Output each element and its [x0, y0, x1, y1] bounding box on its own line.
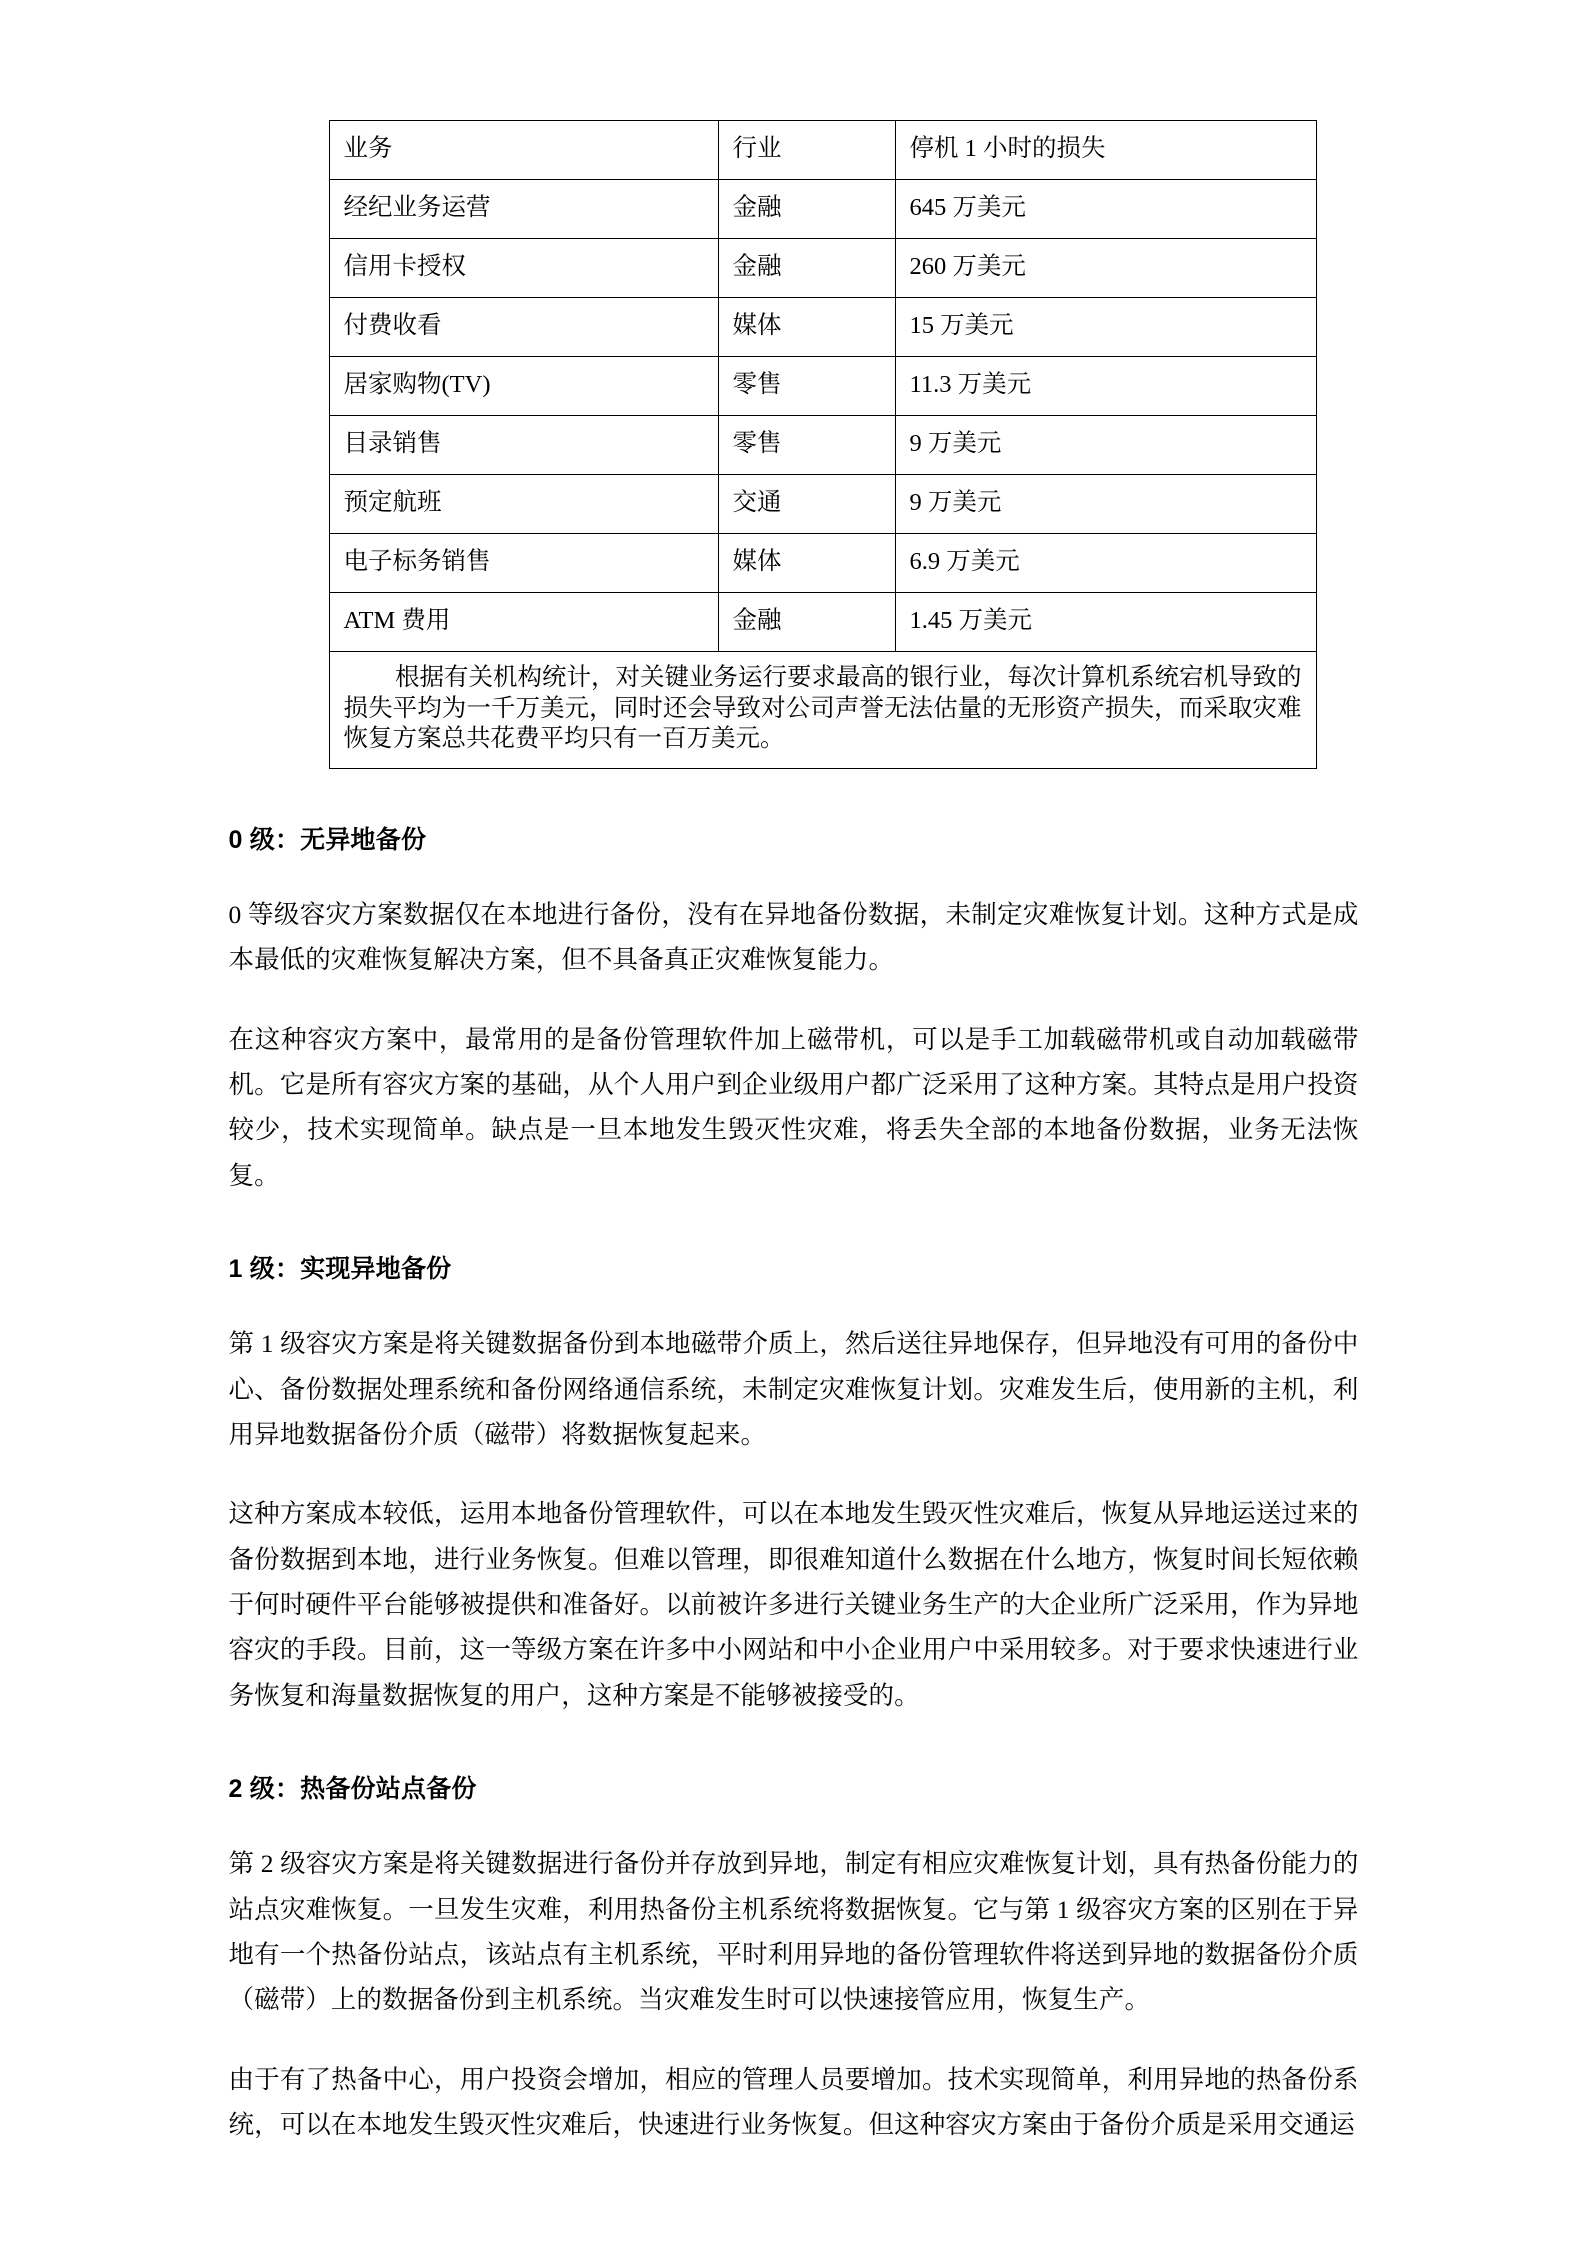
paragraph-level0-2: 在这种容灾方案中，最常用的是备份管理软件加上磁带机，可以是手工加载磁带机或自动加载磁带机。它是所有容灾方案的基础，从个人用户到企业级用户都广泛采用了这种方案。其特点是用户投资较少，技术实现简单。缺点是一旦本地发生毁灭性灾难，将丢失全部的本地备份数据，业务无法恢复。 — [228, 1024, 1359, 1190]
page-content — [229, 120, 1359, 2147]
paragraph-level2-1: 第 2 级容灾方案是将关键数据进行备份并存放到异地，制定有相应灾难恢复计划，具有热备份能力的站点灾难恢复。一旦发生灾难，利用热备份主机系统将数据恢复。它与第 1 级容灾方案的区别在于异地有一个热备份站点，该站点有主机系统，平时利用异地的备份管理软件将送到异地的数据备份介质（磁带）上的数据备份到主机系统。当灾难发生时可以快速接管应用，恢复生产。 — [228, 1849, 1359, 2015]
table-row — [329, 180, 1316, 239]
cell-loss: 15 万美元 — [895, 298, 1316, 357]
cell-loss: 260 万美元 — [895, 239, 1316, 298]
paragraph-level1-2: 这种方案成本较低，运用本地备份管理软件，可以在本地发生毁灭性灾难后，恢复从异地运送过来的备份数据到本地，进行业务恢复。但难以管理，即很难知道什么数据在什么地方，恢复时间长短依赖于何时硬件平台能够被提供和准备好。以前被许多进行关键业务生产的大企业所广泛采用，作为异地容灾的手段。目前，这一等级方案在许多中小网站和中小企业用户中采用较多。对于要求快速进行业务恢复和海量数据恢复的用户，这种方案是不能够被接受的。 — [228, 1499, 1359, 1710]
cell-industry: 金融 — [718, 593, 895, 652]
cell-industry: 金融 — [718, 239, 895, 298]
cell-business: 经纪业务运营 — [329, 180, 718, 239]
cell-industry: 零售 — [718, 357, 895, 416]
table-header-business: 业务 — [329, 121, 718, 180]
cell-loss: 9 万美元 — [895, 416, 1316, 475]
table-row — [329, 475, 1316, 534]
table-header-row — [329, 121, 1316, 180]
table-note-cell — [329, 652, 1316, 769]
section-heading-level1: 1 级：实现异地备份 — [228, 1255, 452, 1284]
cell-business: 居家购物(TV) — [329, 357, 718, 416]
section-heading-level0: 0 级：无异地备份 — [228, 825, 427, 854]
table-row — [329, 298, 1316, 357]
table-header-industry: 行业 — [718, 121, 895, 180]
cell-loss: 645 万美元 — [895, 180, 1316, 239]
cell-industry: 金融 — [718, 180, 895, 239]
cell-loss: 9 万美元 — [895, 475, 1316, 534]
cell-industry: 交通 — [718, 475, 895, 534]
table-row — [329, 593, 1316, 652]
cell-business: 付费收看 — [329, 298, 718, 357]
downtime-loss-table-wrap — [329, 120, 1302, 769]
cell-loss: 1.45 万美元 — [895, 593, 1316, 652]
cell-industry: 媒体 — [718, 298, 895, 357]
cell-industry: 零售 — [718, 416, 895, 475]
section-heading-level2: 2 级：热备份站点备份 — [228, 1775, 477, 1804]
table-row — [329, 357, 1316, 416]
table-header-loss: 停机 1 小时的损失 — [895, 121, 1316, 180]
cell-business: 目录销售 — [329, 416, 718, 475]
paragraph-level1-1: 第 1 级容灾方案是将关键数据备份到本地磁带介质上，然后送往异地保存，但异地没有可用的备份中心、备份数据处理系统和备份网络通信系统，未制定灾难恢复计划。灾难发生后，使用新的主机，利用异地数据备份介质（磁带）将数据恢复起来。 — [228, 1329, 1359, 1449]
cell-industry: 媒体 — [718, 534, 895, 593]
paragraph-level2-2: 由于有了热备中心，用户投资会增加，相应的管理人员要增加。技术实现简单，利用异地的热备份系统，可以在本地发生毁灭性灾难后，快速进行业务恢复。但这种容灾方案由于备份介质是采用交通运 — [228, 2064, 1359, 2139]
downtime-loss-table — [329, 120, 1317, 769]
cell-business: 电子标务销售 — [329, 534, 718, 593]
cell-loss: 6.9 万美元 — [895, 534, 1316, 593]
paragraph-level0-1: 0 等级容灾方案数据仅在本地进行备份，没有在异地备份数据，未制定灾难恢复计划。这种方式是成本最低的灾难恢复解决方案，但不具备真正灾难恢复能力。 — [228, 899, 1359, 975]
cell-business: 预定航班 — [329, 475, 718, 534]
cell-business: 信用卡授权 — [329, 239, 718, 298]
cell-business: ATM 费用 — [329, 593, 718, 652]
table-note-text: 根据有关机构统计，对关键业务运行要求最高的银行业，每次计算机系统宕机导致的损失平均为一千万美元，同时还会导致对公司声誉无法估量的无形资产损失，而采取灾难恢复方案总共花费平均只有一百万美元。 — [343, 664, 1302, 753]
table-row — [329, 416, 1316, 475]
table-row — [329, 239, 1316, 298]
table-row — [329, 534, 1316, 593]
table-note-row — [329, 652, 1316, 769]
cell-loss: 11.3 万美元 — [895, 357, 1316, 416]
